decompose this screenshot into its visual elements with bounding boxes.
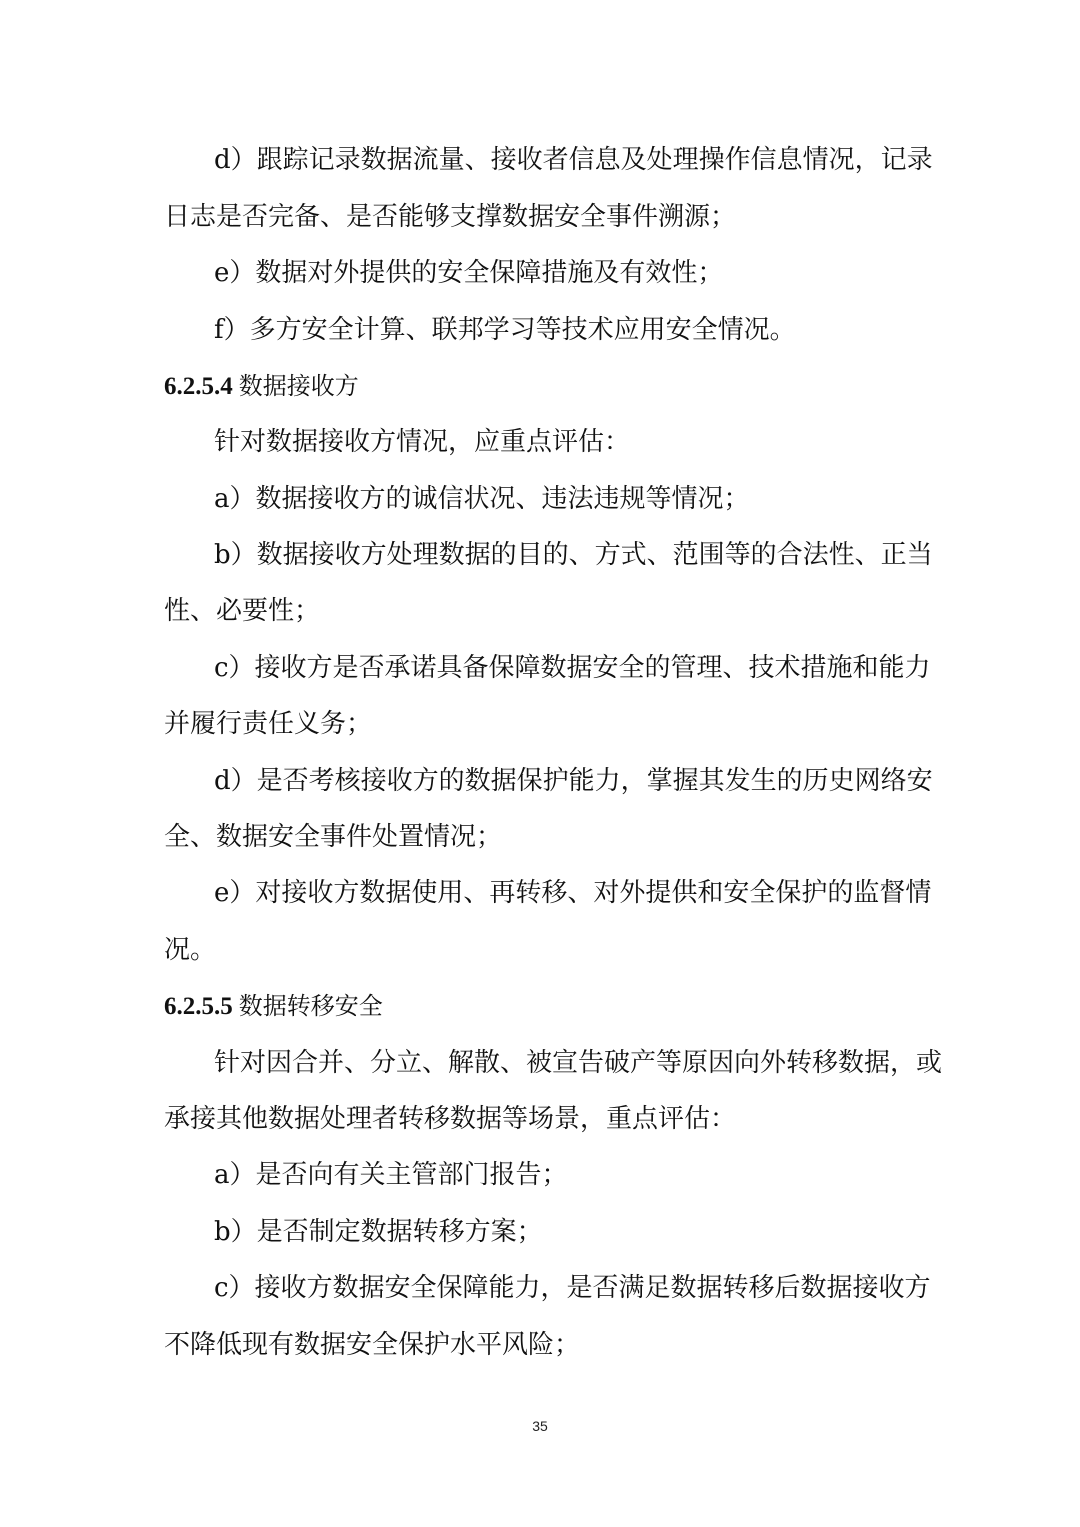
paragraph-line: 况。 — [164, 935, 217, 965]
paragraph-line: 并履行责任义务； — [164, 709, 373, 739]
paragraph-line: c）接收方是否承诺具备保障数据安全的管理、技术措施和能力 — [214, 653, 931, 683]
paragraph-line: e）对接收方数据使用、再转移、对外提供和安全保护的监督情 — [214, 878, 932, 908]
section-heading-number: 6.2.5.5 — [164, 993, 233, 1020]
paragraph-line: 性、必要性； — [164, 596, 321, 626]
paragraph-line: a）是否向有关主管部门报告； — [214, 1160, 568, 1190]
paragraph-line: 针对因合并、分立、解散、被宣告破产等原因向外转移数据，或 — [214, 1048, 943, 1078]
paragraph-line: f）多方安全计算、联邦学习等技术应用安全情况。 — [214, 315, 796, 345]
page-number: 35 — [532, 1418, 548, 1434]
section-heading — [164, 986, 383, 1026]
section-heading-title: 数据转移安全 — [238, 992, 383, 1020]
paragraph-line: d）跟踪记录数据流量、接收者信息及处理操作信息情况，记录 — [214, 145, 933, 175]
paragraph-line: c）接收方数据安全保障能力，是否满足数据转移后数据接收方 — [214, 1273, 931, 1303]
paragraph-line: 全、数据安全事件处置情况； — [164, 822, 503, 852]
paragraph-line: 承接其他数据处理者转移数据等场景，重点评估： — [164, 1104, 737, 1134]
paragraph-line: a）数据接收方的诚信状况、违法违规等情况； — [214, 484, 750, 514]
paragraph-line: d）是否考核接收方的数据保护能力，掌握其发生的历史网络安 — [214, 766, 933, 796]
paragraph-line: 日志是否完备、是否能够支撑数据安全事件溯源； — [164, 202, 737, 232]
paragraph-line: b）是否制定数据转移方案； — [214, 1217, 543, 1247]
section-heading-title: 数据接收方 — [238, 372, 359, 400]
paragraph-line: b）数据接收方处理数据的目的、方式、范围等的合法性、正当 — [214, 540, 933, 570]
section-heading — [164, 366, 359, 406]
paragraph-line: e）数据对外提供的安全保障措施及有效性； — [214, 258, 724, 288]
paragraph-line: 针对数据接收方情况，应重点评估： — [214, 427, 631, 457]
paragraph-line: 不降低现有数据安全保护水平风险； — [164, 1330, 581, 1360]
section-heading-number: 6.2.5.4 — [164, 373, 233, 400]
